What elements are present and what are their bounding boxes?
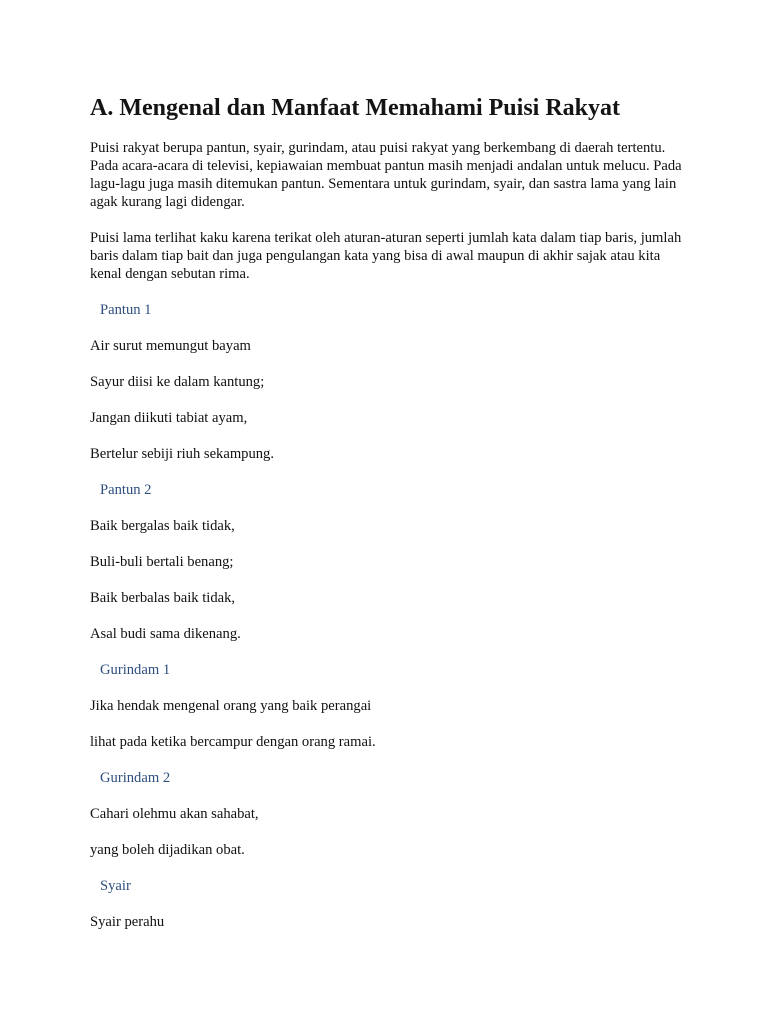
section-pantun-1	[90, 301, 690, 463]
poem-line: Syair perahu	[90, 914, 165, 930]
poem-line: Cahari olehmu akan sahabat,	[90, 806, 259, 822]
poem-line: Buli-buli bertali benang;	[90, 554, 234, 570]
section-gurindam-2	[90, 769, 690, 859]
document-page	[90, 93, 690, 931]
poem-line: Jika hendak mengenal orang yang baik perangai	[90, 698, 372, 714]
section-syair	[90, 877, 690, 931]
page-title: A. Mengenal dan Manfaat Memahami Puisi Rakyat	[90, 95, 620, 121]
poem-line: Jangan diikuti tabiat ayam,	[90, 410, 248, 426]
poem-line: Baik bergalas baik tidak,	[90, 518, 235, 534]
poem-line: Baik berbalas baik tidak,	[90, 590, 236, 606]
section-heading: Gurindam 1	[100, 662, 171, 678]
poem-line: Bertelur sebiji riuh sekampung.	[90, 446, 275, 462]
section-heading: Pantun 2	[100, 482, 152, 498]
section-heading: Gurindam 2	[100, 770, 171, 786]
section-heading: Pantun 1	[100, 302, 152, 318]
poem-line: Asal budi sama dikenang.	[90, 626, 241, 642]
intro-paragraph: Puisi rakyat berupa pantun, syair, gurindam, atau puisi rakyat yang berkembang di daerah tertentu. Pada acara-acara di televisi, kepiawaian membuat pantun masih menjadi andalan untuk melucu. Pada lagu-lagu juga masih ditemukan pantun. Sementara untuk gurindam, syair, dan sastra lama yang lain agak kurang lagi didengar.	[90, 140, 682, 210]
poem-line: yang boleh dijadikan obat.	[90, 842, 245, 858]
section-pantun-2	[90, 481, 690, 643]
section-heading: Syair	[100, 878, 131, 894]
poem-line: Sayur diisi ke dalam kantung;	[90, 374, 265, 390]
poem-line: Air surut memungut bayam	[90, 338, 251, 354]
poem-line: lihat pada ketika bercampur dengan orang ramai.	[90, 734, 376, 750]
section-gurindam-1	[90, 661, 690, 751]
rules-paragraph: Puisi lama terlihat kaku karena terikat oleh aturan-aturan seperti jumlah kata dalam tiap baris, jumlah baris dalam tiap bait dan juga pengulangan kata yang bisa di awal maupun di akhir sajak atau kita kenal dengan sebutan rima.	[90, 230, 682, 282]
